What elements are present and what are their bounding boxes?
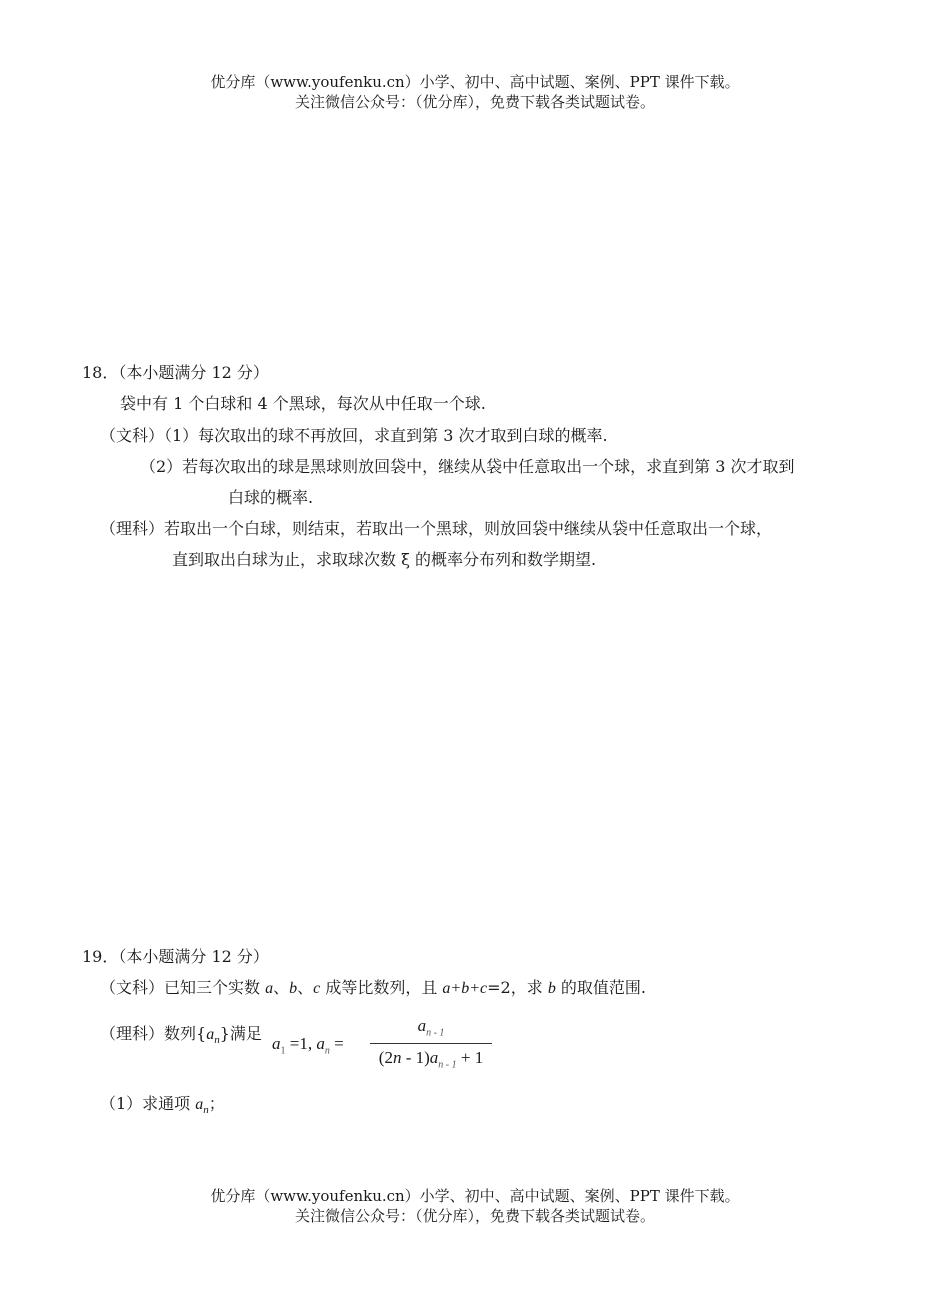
q19-wenke: （文科）已知三个实数 a、b、c 成等比数列，且 a+b+c=2，求 b 的取值范围.	[100, 978, 646, 997]
q18-stem: 袋中有 1 个白球和 4 个黑球，每次从中任取一个球.	[120, 394, 486, 413]
header-line-2: 关注微信公众号：（优分库），免费下载各类试题试卷。	[294, 93, 655, 111]
q18-like-line1: （理科）若取出一个白球，则结束，若取出一个黑球，则放回袋中继续从袋中任意取出一个球，	[100, 519, 773, 538]
footer-line-2: 关注微信公众号：（优分库），免费下载各类试题试卷。	[294, 1207, 655, 1225]
q19-part1: （1）求通项 $a_n$；	[100, 1094, 225, 1117]
q18-like-line2: 直到取出白球为止，求取球次数 ξ 的概率分布列和数学期望.	[172, 550, 597, 569]
formula-lhs: $a_1 =1$, $a_n$ =	[272, 1034, 344, 1057]
formula-denominator: $(2n - 1)a_{n - 1} + 1$	[378, 1048, 484, 1071]
q19-like-stem: （理科）数列$\{a_n\}$满足	[100, 1024, 262, 1047]
q18-wenke-part1: （文科）（1）每次取出的球不再放回，求直到第 3 次才取到白球的概率.	[100, 426, 608, 445]
formula-numerator: $a_{n - 1}$	[417, 1016, 445, 1039]
q19-title: 19．（本小题满分 12 分）	[82, 947, 269, 966]
fraction-bar	[370, 1043, 492, 1044]
q18-title: 18．（本小题满分 12 分）	[82, 363, 269, 382]
footer-line-1: 优分库（www.youfenku.cn）小学、初中、高中试题、案例、PPT 课件下载。	[210, 1187, 740, 1205]
header-line-1: 优分库（www.youfenku.cn）小学、初中、高中试题、案例、PPT 课件下载。	[210, 73, 740, 91]
q19-recurrence-formula	[272, 1016, 502, 1072]
q18-wenke-part2-line1: （2）若每次取出的球是黑球则放回袋中，继续从袋中任意取出一个球，求直到第 3 次才取到	[140, 457, 795, 476]
q18-wenke-part2-line2: 白球的概率.	[228, 488, 314, 507]
